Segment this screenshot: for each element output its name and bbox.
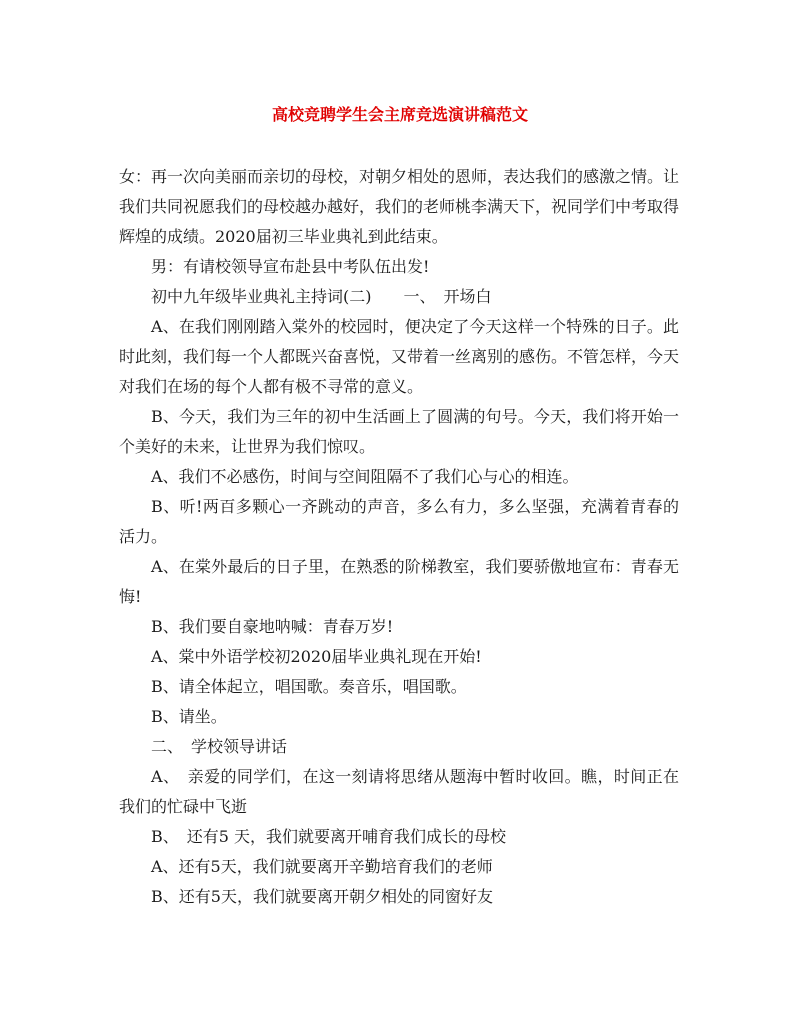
- section-heading: 二、 学校领导讲话: [151, 737, 288, 756]
- paragraph: B、还有5天，我们就要离开朝夕相处的同窗好友: [151, 887, 493, 906]
- paragraph: B、 还有5 天，我们就要离开哺育我们成长的母校: [151, 827, 507, 846]
- paragraph: B、我们要自豪地呐喊：青春万岁!: [151, 617, 394, 636]
- paragraph: B、请全体起立，唱国歌。奏音乐，唱国歌。: [151, 677, 467, 696]
- paragraph: A、在我们刚刚踏入棠外的校园时，便决定了今天这样一个特殊的日子。此时此刻，我们每一个人都既兴奋喜悦，又带着一丝离别的感伤。不管怎样，今天对我们在场的每个人都有极不寻常的意义。: [119, 317, 680, 396]
- paragraph: 初中九年级毕业典礼主持词(二) 一、 开场白: [151, 287, 492, 306]
- paragraph: B、今天，我们为三年的初中生活画上了圆满的句号。今天，我们将开始一个美好的未来，让世界为我们惊叹。: [119, 407, 679, 456]
- paragraph: 男：有请校领导宣布赴县中考队伍出发!: [151, 257, 430, 276]
- paragraph: A、我们不必感伤，时间与空间阻隔不了我们心与心的相连。: [151, 467, 579, 486]
- paragraph: A、还有5天，我们就要离开辛勤培育我们的老师: [151, 857, 493, 876]
- paragraph: B、请坐。: [151, 707, 227, 726]
- paragraph: A、在棠外最后的日子里，在熟悉的阶梯教室，我们要骄傲地宣布：青春无悔!: [119, 557, 679, 606]
- paragraph: 女：再一次向美丽而亲切的母校，对朝夕相处的恩师，表达我们的感激之情。让我们共同祝愿我们的母校越办越好，我们的老师桃李满天下，祝同学们中考取得辉煌的成绩。2020届初三毕业典礼到此结束。: [119, 167, 680, 246]
- paragraph: A、 亲爱的同学们，在这一刻请将思绪从题海中暂时收回。瞧，时间正在我们的忙碌中飞逝: [119, 767, 679, 816]
- document-title: 高校竞聘学生会主席竞选演讲稿范文: [271, 105, 528, 124]
- paragraph: B、听!两百多颗心一齐跳动的声音，多么有力，多么坚强，充满着青春的活力。: [119, 497, 679, 546]
- document-body: [119, 162, 679, 912]
- paragraph: A、棠中外语学校初2020届毕业典礼现在开始!: [151, 647, 482, 666]
